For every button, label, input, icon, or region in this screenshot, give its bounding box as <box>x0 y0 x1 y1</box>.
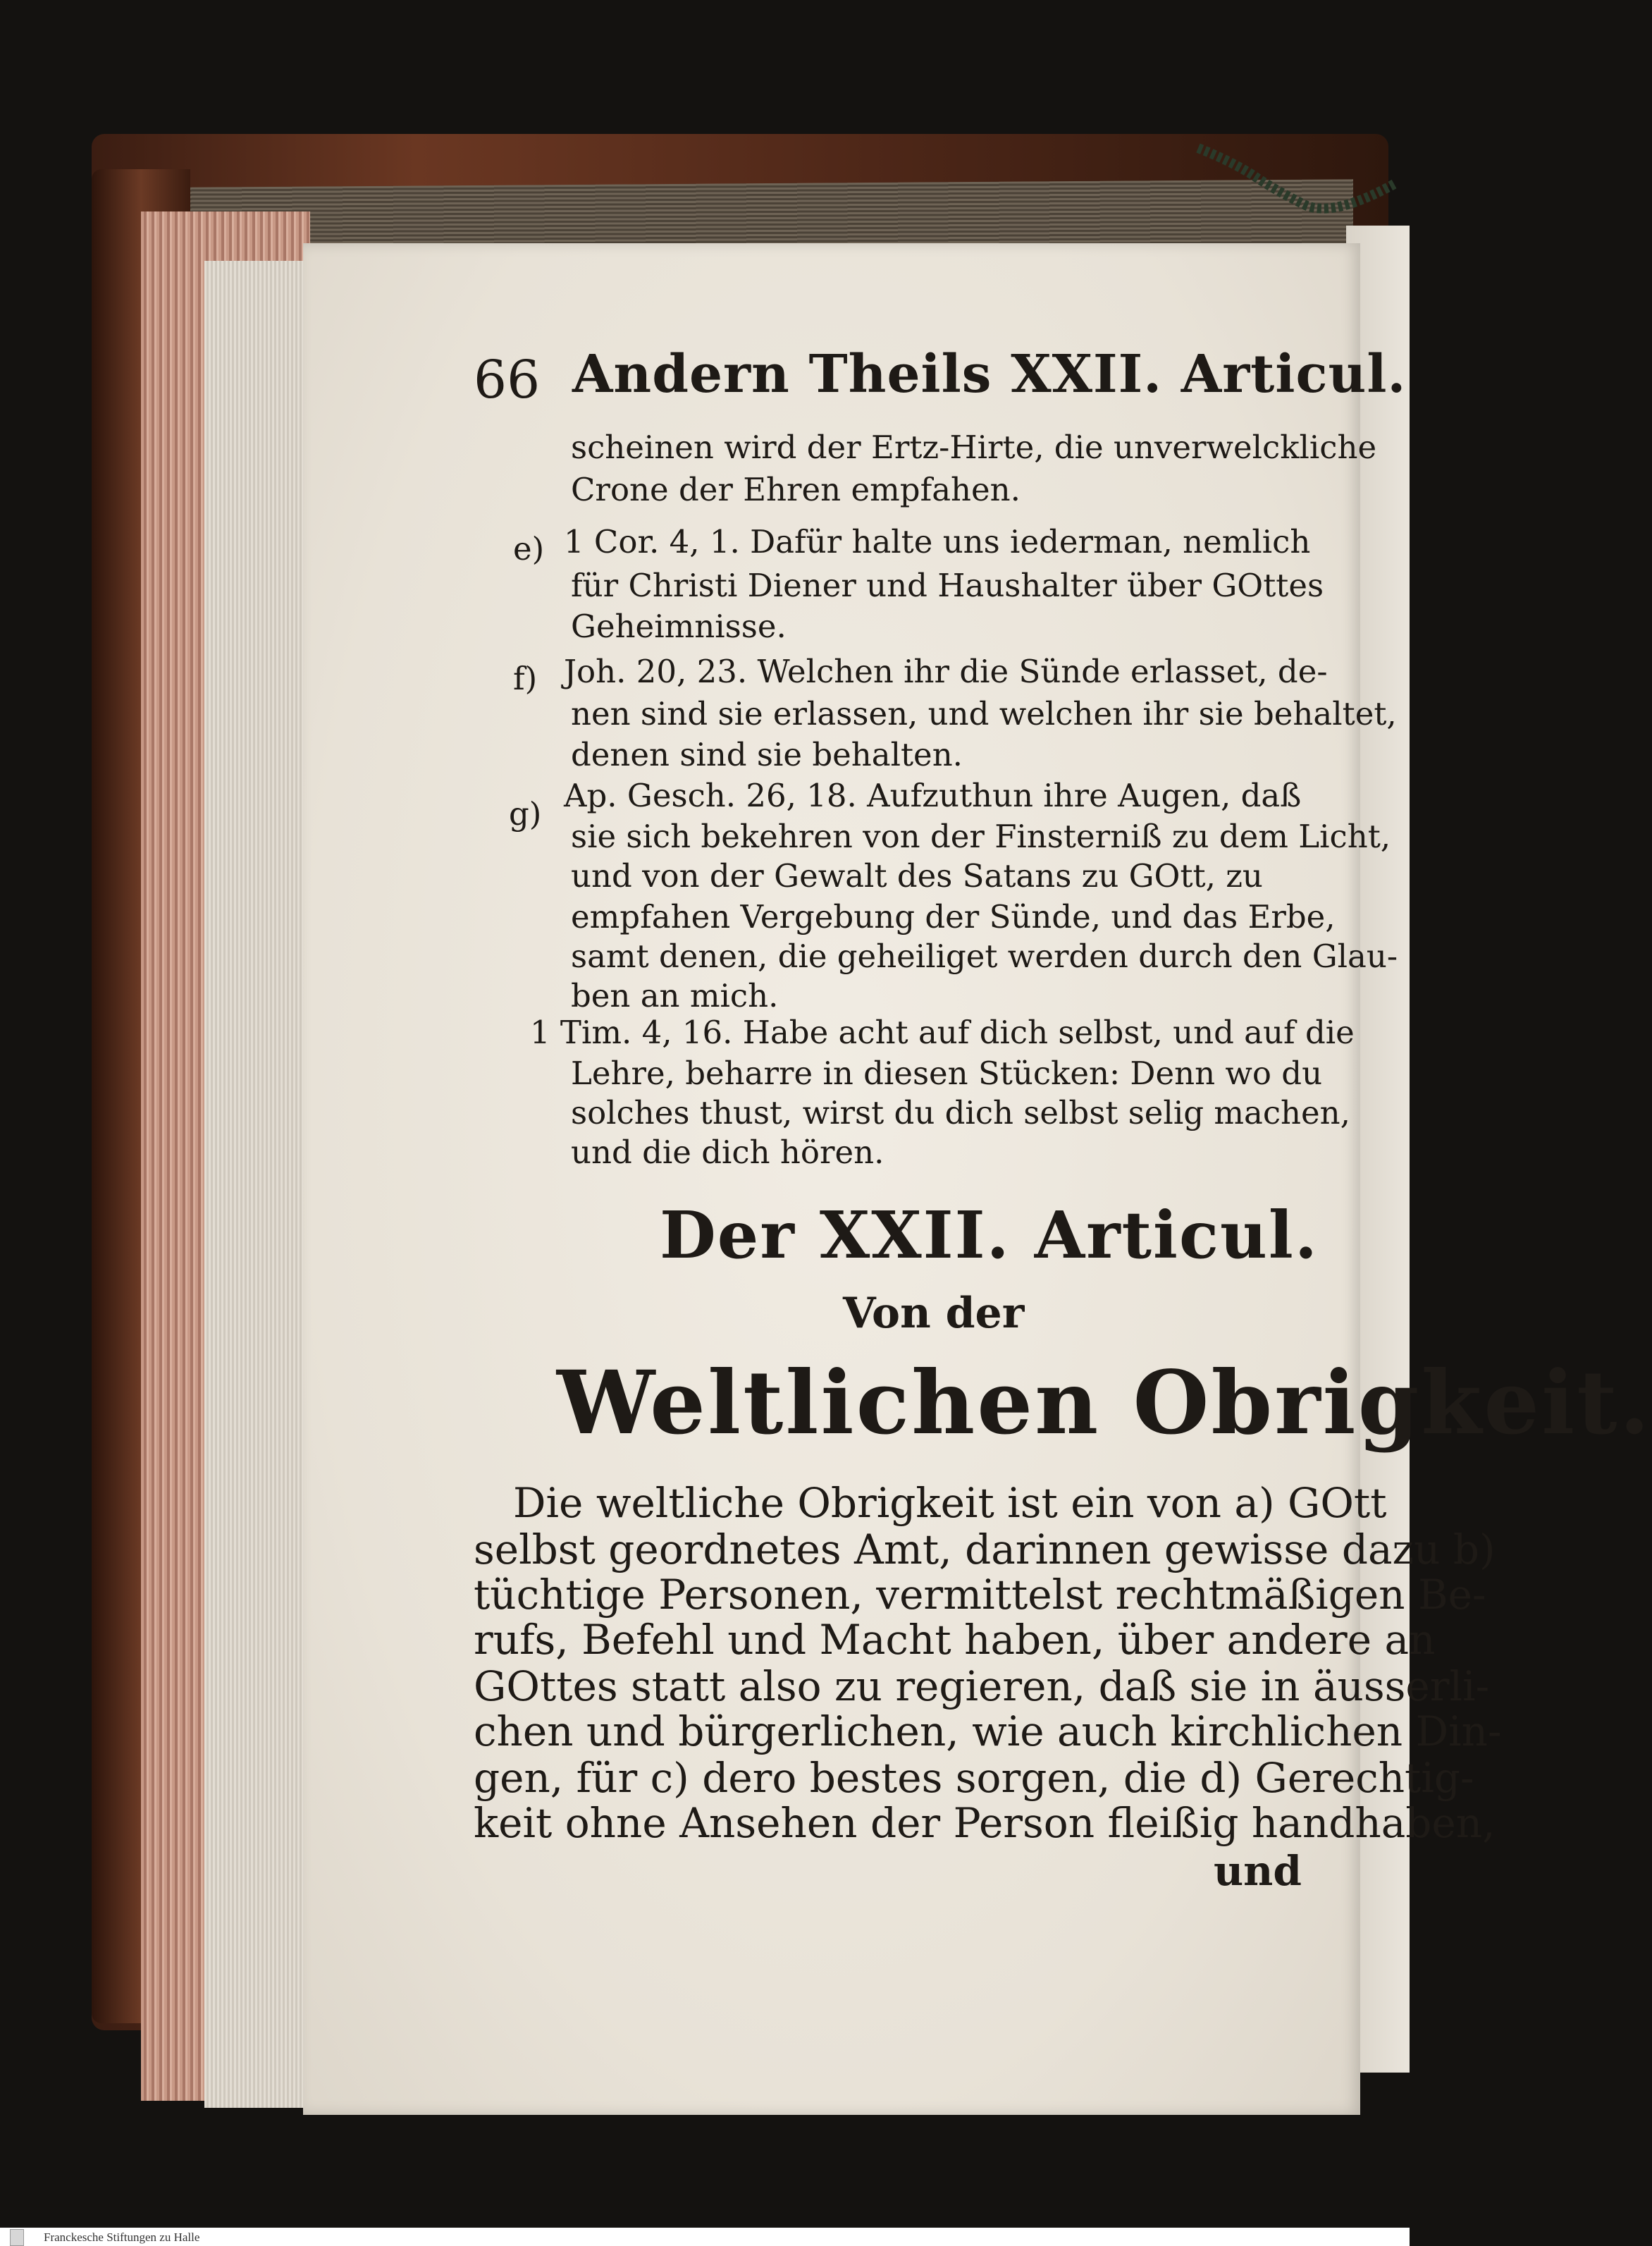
note-marker: f) <box>513 660 538 697</box>
note-line: nen sind sie erlassen, und welchen ihr sie behaltet, <box>571 695 1397 732</box>
body-line: keit ohne Ansehen der Person fleißig handhaben, <box>474 1799 1496 1847</box>
note-line: empfahen Vergebung der Sünde, und das Erbe, <box>571 898 1336 935</box>
note-line: ben an mich. <box>571 977 779 1014</box>
body-line: selbst geordnetes Amt, darinnen gewisse dazu b) <box>474 1526 1496 1573</box>
note-line: Crone der Ehren empfahen. <box>571 471 1021 508</box>
body-line: chen und bürgerlichen, wie auch kirchlichen Din- <box>474 1707 1502 1755</box>
footer-bar <box>0 2228 1410 2246</box>
note-line: scheinen wird der Ertz-Hirte, die unverwelckliche <box>571 429 1377 466</box>
note-line: Joh. 20, 23. Welchen ihr die Sünde erlasset, de- <box>564 653 1328 690</box>
note-line: samt denen, die geheiliget werden durch den Glau- <box>571 938 1398 975</box>
footer-institution: Franckesche Stiftungen zu Halle <box>44 2230 200 2244</box>
note-line: sie sich bekehren von der Finsterniß zu dem Licht, <box>571 818 1391 855</box>
article-subheading: Von der <box>843 1289 1025 1338</box>
note-line: Geheimnisse. <box>571 608 787 645</box>
catchword: und <box>1214 1847 1302 1895</box>
note-marker: g) <box>509 795 542 833</box>
note-line: Lehre, beharre in diesen Stücken: Denn wo du <box>571 1055 1323 1092</box>
note-line: und die dich hören. <box>571 1134 884 1171</box>
body-line: GOttes statt also zu regieren, daß sie in äusserli- <box>474 1662 1490 1710</box>
body-line: rufs, Befehl und Macht haben, über andere an <box>474 1616 1436 1664</box>
bookmark-ribbon-icon <box>1191 134 1403 219</box>
note-line: 1 Tim. 4, 16. Habe acht auf dich selbst, und auf die <box>530 1014 1355 1051</box>
note-line: 1 Cor. 4, 1. Dafür halte uns iederman, nemlich <box>564 523 1311 560</box>
note-marker: e) <box>513 530 545 567</box>
note-line: und von der Gewalt des Satans zu GOtt, zu <box>571 857 1263 895</box>
body-line: tüchtige Personen, vermittelst rechtmäßigen Be- <box>474 1571 1486 1619</box>
page-number: 66 <box>474 350 541 410</box>
note-line: solches thust, wirst du dich selbst selig machen, <box>571 1094 1350 1131</box>
note-line: Ap. Gesch. 26, 18. Aufzuthun ihre Augen, daß <box>564 777 1302 814</box>
body-line: gen, für c) dero bestes sorgen, die d) Gerechtig- <box>474 1754 1474 1802</box>
note-line: für Christi Diener und Haushalter über GOttes <box>571 567 1324 604</box>
institution-logo-icon <box>10 2229 24 2246</box>
body-line: Die weltliche Obrigkeit ist ein von a) GOtt <box>513 1479 1387 1527</box>
note-line: denen sind sie behalten. <box>571 736 963 773</box>
article-heading: Der XXII. Articul. <box>660 1197 1319 1273</box>
running-title: Andern Theils XXII. Articul. <box>572 344 1407 405</box>
article-title: Weltlichen Obrigkeit. <box>557 1352 1652 1454</box>
page-stack <box>204 261 310 2108</box>
